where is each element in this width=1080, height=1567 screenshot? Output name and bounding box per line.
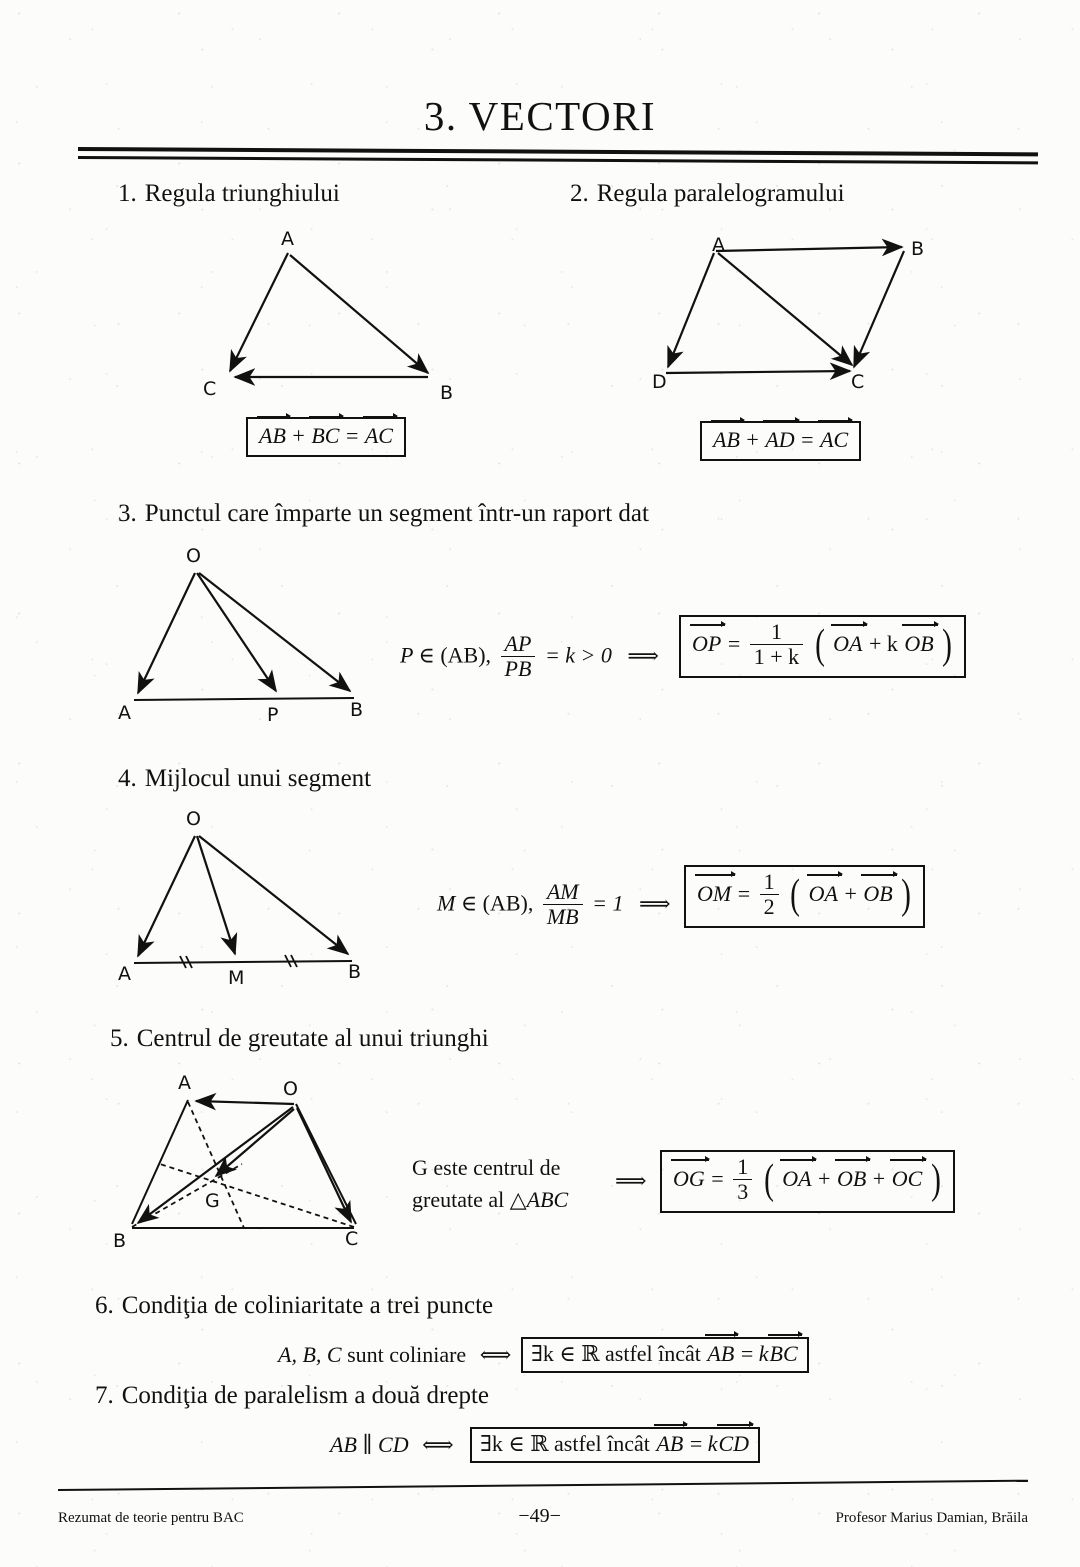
formula-collinear	[531, 1341, 799, 1366]
diagram4-label-B: B	[348, 961, 362, 983]
title-rule-top	[78, 147, 1038, 156]
vector-BC: BC	[311, 423, 340, 448]
section-number-1: 1.	[118, 180, 137, 207]
vector-OB: OB	[836, 1165, 867, 1191]
condition-membership: ∈ (AB),	[418, 642, 492, 668]
left-paren: (	[763, 1156, 774, 1203]
coefficient-numerator: 1	[770, 619, 782, 644]
coefficient-numerator: 1	[763, 869, 775, 894]
section-title-6: Condiţia de coliniaritate a trei puncte	[121, 1292, 494, 1319]
formula-box-point-divides	[679, 615, 966, 678]
coefficient-fraction	[750, 620, 803, 669]
section-heading-7	[95, 1382, 489, 1410]
condition-parallel	[330, 1432, 462, 1458]
diagram5-label-C: C	[345, 1228, 359, 1250]
ratio-numerator: AM	[546, 879, 579, 904]
section-title-4: Mijlocul unui segment	[144, 765, 372, 792]
formula-box-triangle-rule	[246, 417, 406, 457]
vector-OM: OM	[697, 880, 732, 906]
formula-box-parallel	[470, 1427, 760, 1463]
ratio-denominator: PB	[501, 656, 536, 682]
section-number-7: 7.	[95, 1382, 114, 1409]
plus-sign-2: +	[872, 1165, 886, 1191]
diagram4-label-A: A	[118, 963, 131, 985]
equals-sign: =	[801, 427, 814, 452]
condition-point-P: P	[400, 642, 414, 668]
vector-OG: OG	[673, 1165, 705, 1191]
coefficient-numerator: 1	[737, 1154, 749, 1179]
formula-box-midpoint	[684, 865, 925, 928]
centroid-text-prefix: greutate al	[412, 1186, 505, 1212]
section-number-4: 4.	[118, 765, 137, 792]
scalar-k: k	[758, 1341, 769, 1366]
diagram2-label-A: A	[712, 234, 725, 256]
formula-box-centroid	[660, 1150, 955, 1213]
page-number: −49−	[518, 1505, 561, 1527]
equals-sign: =	[345, 423, 359, 448]
vector-OA: OA	[808, 880, 838, 906]
section-title-2: Regula paralelogramului	[596, 180, 845, 207]
astfel-incat-text: astfel încât	[605, 1341, 701, 1366]
diagram1-label-A: A	[281, 228, 294, 250]
section-heading-2	[570, 180, 845, 208]
condition-membership: ∈ (AB),	[460, 890, 534, 916]
vector-AD: AD	[765, 427, 795, 452]
vector-AC: AC	[820, 427, 849, 452]
formula-parallelogram-rule	[712, 427, 849, 452]
collinear-points: A, B, C	[278, 1342, 342, 1367]
diagram-point-divides-segment	[110, 555, 390, 715]
diagram2-label-B: B	[911, 238, 925, 260]
section-heading-5	[110, 1025, 489, 1053]
vector-AB: AB	[656, 1431, 684, 1456]
title-double-rule	[78, 147, 1038, 161]
centroid-text-line-2	[412, 1184, 568, 1216]
vector-BC: BC	[769, 1341, 798, 1366]
page-footer	[58, 1505, 1028, 1528]
vector-OC: OC	[891, 1165, 923, 1191]
astfel-incat-text: astfel încât	[554, 1431, 650, 1456]
formula-point-divides: OP = $\frac{1}{1 + k}$ ( OA + k OB )	[692, 619, 953, 669]
right-paren: )	[942, 621, 953, 668]
diagram1-label-B: B	[440, 382, 454, 404]
iff-arrow-icon: ⟺	[422, 1432, 454, 1457]
page-title: 3. VECTORI	[423, 93, 657, 139]
diagram5-label-O: O	[283, 1078, 298, 1100]
section-heading-4	[118, 765, 371, 793]
vector-OB: OB	[863, 880, 893, 906]
diagram3-label-O: O	[186, 545, 201, 567]
formula-midpoint: OM = $\frac{1}{2}$ ( OA + OB )	[697, 869, 912, 919]
vector-OP: OP	[692, 630, 722, 656]
section-heading-3	[118, 500, 649, 528]
ratio-value: = 1	[592, 890, 624, 916]
triangle-ABC-symbol: △ABC	[509, 1186, 569, 1212]
ratio-AM-MB	[543, 880, 583, 929]
section-title-3: Punctul care împarte un segment într-un raport dat	[144, 500, 649, 527]
scalar-k: k	[707, 1431, 718, 1456]
plus-sign-1: +	[818, 1165, 831, 1191]
vector-OB: OB	[904, 630, 934, 656]
formula-box-parallelogram-rule	[700, 421, 861, 461]
formula-parallel	[480, 1431, 750, 1456]
condition-point-M: M	[437, 890, 456, 916]
section-number-6: 6.	[95, 1292, 114, 1319]
iff-arrow-icon: ⟺	[479, 1342, 512, 1367]
vector-AB: AB	[713, 427, 740, 452]
ratio-AP-PB	[501, 632, 536, 681]
diagram5-label-A: A	[178, 1072, 191, 1094]
equals-sign: =	[740, 1341, 754, 1366]
coefficient-denominator: 2	[760, 894, 779, 920]
section-number-5: 5.	[110, 1025, 129, 1052]
right-paren: )	[901, 871, 912, 918]
vector-OA: OA	[782, 1165, 812, 1191]
coefficient-denominator: 3	[733, 1179, 752, 1205]
vector-CD: CD	[718, 1431, 750, 1456]
diagram5-label-B: B	[113, 1230, 127, 1252]
diagram3-label-B: B	[350, 699, 364, 721]
section-title-5: Centrul de greutate al unui triunghi	[136, 1025, 489, 1052]
left-paren: (	[814, 621, 825, 668]
ratio-value: = k > 0	[544, 642, 612, 668]
condition-centroid	[412, 1152, 568, 1216]
equals-sign: =	[689, 1431, 703, 1456]
vector-OA: OA	[833, 630, 863, 656]
diagram-centroid	[118, 1082, 388, 1242]
formula-centroid: OG = $\frac{1}{3}$ ( OA + OB + OC )	[673, 1154, 941, 1204]
vector-AB: AB	[259, 423, 286, 448]
section-heading-1	[118, 180, 340, 208]
implies-arrow-icon: ⟹	[638, 890, 671, 916]
diagram2-label-D: D	[652, 371, 667, 393]
vector-AB: AB	[707, 1341, 735, 1366]
footer-right-text: Profesor Marius Damian, Brăila	[835, 1510, 1028, 1526]
parallel-lines-expression: AB ∥ CD	[330, 1432, 409, 1457]
implies-arrow-icon: ⟹	[627, 642, 659, 668]
section-title-7: Condiţia de paralelism a două drepte	[121, 1382, 489, 1409]
diagram3-label-P: P	[267, 704, 279, 726]
condition-collinear	[278, 1342, 519, 1368]
diagram-midpoint	[110, 818, 390, 978]
coefficient-fraction	[733, 1155, 752, 1204]
section-title-1: Regula triunghiului	[144, 180, 340, 207]
condition-point-divides	[400, 633, 669, 682]
condition-midpoint	[437, 881, 681, 930]
footer-left-text: Rezumat de teorie pentru BAC	[58, 1510, 244, 1526]
plus-k-term: + k	[869, 630, 898, 656]
exists-k-in-R: ∃k ∈ ℝ	[480, 1431, 549, 1456]
ratio-denominator: MB	[543, 904, 583, 930]
ratio-numerator: AP	[504, 631, 532, 656]
plus-sign: +	[292, 423, 305, 448]
diagram4-label-M: M	[228, 967, 245, 989]
section-number-2: 2.	[570, 180, 589, 207]
section-number-3: 3.	[118, 500, 137, 527]
exists-k-in-R: ∃k ∈ ℝ	[531, 1341, 600, 1366]
vector-AC: AC	[364, 423, 393, 448]
collinear-text: sunt coliniare	[347, 1342, 467, 1367]
left-paren: (	[790, 871, 801, 918]
formula-box-collinear	[521, 1337, 809, 1373]
diagram2-label-C: C	[851, 371, 865, 393]
implies-arrow-icon-5: ⟹	[615, 1168, 647, 1193]
coefficient-fraction	[760, 870, 779, 919]
diagram3-label-A: A	[118, 702, 131, 724]
centroid-text-line-1: G este centrul de	[412, 1155, 561, 1180]
footer-divider	[58, 1480, 1028, 1491]
coefficient-denominator: 1 + k	[750, 644, 803, 670]
diagram1-label-C: C	[203, 378, 217, 400]
formula-triangle-rule	[258, 423, 394, 448]
plus-sign: +	[844, 880, 857, 906]
title-rule-bottom	[78, 156, 1038, 164]
diagram5-label-G: G	[205, 1190, 220, 1212]
right-paren: )	[930, 1156, 941, 1203]
plus-sign: +	[746, 427, 759, 452]
section-heading-6	[95, 1292, 493, 1320]
diagram4-label-O: O	[186, 808, 201, 830]
